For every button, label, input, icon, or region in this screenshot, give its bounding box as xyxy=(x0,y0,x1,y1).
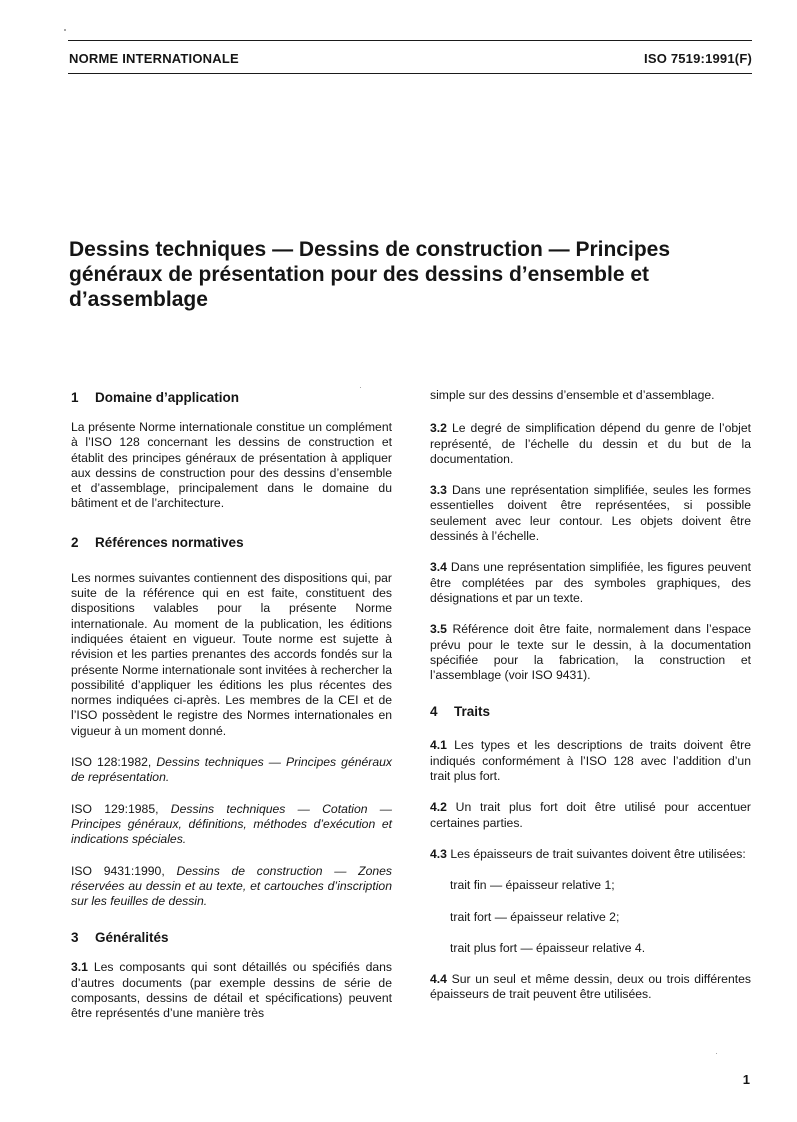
line-thickness-item: trait fin — épaisseur relative 1; xyxy=(450,878,615,893)
section-1-heading xyxy=(71,389,392,406)
section-3-heading xyxy=(71,929,392,946)
section-2-heading xyxy=(71,534,392,551)
clause-number: 3.5 xyxy=(430,622,447,637)
line-thickness-item: trait fort — épaisseur relative 2; xyxy=(450,909,620,924)
reference-code: ISO 129:1985, xyxy=(71,801,159,816)
right-column xyxy=(430,388,751,1019)
section-number: 1 xyxy=(71,390,79,405)
scan-speck xyxy=(360,387,361,388)
document-title: Dessins techniques — Dessins de construction — Principes généraux de présentation pour des dessins d’ensemble et d’assemblage xyxy=(69,238,671,311)
section-4-heading xyxy=(430,703,751,720)
section-title: Généralités xyxy=(95,930,169,946)
page-number: 1 xyxy=(742,1072,750,1087)
section-2-paragraph: Les normes suivantes contiennent des dispositions qui, par suite de la référence qui en est faite, constituent des dispositions valables pour la présente Norme internationale. Au moment de la publication, les éditions indiquées étaient en vigueur. Toute norme est sujette à révision et les parties prenantes des accords fondés sur la présente Norme internationale sont invitées à rechercher la possibilité d’appliquer les éditions les plus récentes des normes indiquées ci-après. Les membres de la CEI et de l’ISO possèdent le registre des Normes internationales en vigueur à un moment donné. xyxy=(71,570,392,738)
clause-text: Le degré de simplification dépend du genre de l’objet représenté, de l’échelle du dessin et du but de la documentation. xyxy=(430,421,751,466)
clause-text: Sur un seul et même dessin, deux ou trois différentes épaisseurs de trait peuvent être utilisées. xyxy=(430,972,751,1002)
clause-text: Un trait plus fort doit être utilisé pour accentuer certaines parties. xyxy=(430,800,751,830)
reference-title: Dessins techniques — Cotation — Principes généraux, définitions, méthodes d’exécution et indications spéciales. xyxy=(71,801,392,847)
normative-reference-iso-128 xyxy=(71,755,392,786)
clause-number: 3.1 xyxy=(71,960,88,975)
header-top-rule xyxy=(68,40,752,41)
reference-title: Dessins techniques — Principes généraux de représentation. xyxy=(71,755,392,785)
line-thickness-item: trait plus fort — épaisseur relative 4. xyxy=(450,940,646,955)
header-standard-number: ISO 7519:1991(F) xyxy=(644,51,752,66)
clause-text: Dans une représentation simplifiée, seules les formes essentielles doivent être représentées, si possible seulement avec leur contour. Les objets doivent être dessinés à l’échelle. xyxy=(430,483,751,544)
section-title: Références normatives xyxy=(95,534,244,550)
clause-4-2-paragraph xyxy=(430,800,751,831)
section-1-paragraph: La présente Norme internationale constitue un complément à l’ISO 128 concernant les dessins de construction et établit des principes généraux de présentation à appliquer aux dessins de construction pour des dessins d’ensemble et d’assemblage, principalement dans le domaine du bâtiment et de l’architecture. xyxy=(71,420,392,511)
clause-number: 4.1 xyxy=(430,738,447,753)
clause-text: Référence doit être faite, normalement dans l’espace prévu pour le texte sur le dessin, à la documentation spécifiée pour la fabrication, la construction et l’assemblage (voir ISO 9431). xyxy=(430,622,751,683)
scan-speck xyxy=(716,1053,717,1054)
clause-4-4-paragraph xyxy=(430,972,751,1003)
clause-4-1-paragraph xyxy=(430,738,751,784)
clause-number: 3.3 xyxy=(430,483,447,498)
clause-3-3-paragraph xyxy=(430,483,751,544)
clause-number: 4.3 xyxy=(430,846,447,861)
header-bottom-rule xyxy=(68,73,752,74)
reference-title: Dessins de construction — Zones réservées au dessin et au texte, et cartouches d’inscription sur les feuilles de dessin. xyxy=(71,863,393,909)
reference-code: ISO 9431:1990, xyxy=(71,863,165,878)
section-number: 2 xyxy=(71,534,79,550)
clause-3-2-paragraph xyxy=(430,421,751,467)
section-number: 4 xyxy=(430,704,438,720)
normative-reference-iso-129 xyxy=(71,802,392,848)
clause-4-3-paragraph xyxy=(430,847,751,862)
scan-speck xyxy=(64,29,66,31)
clause-number: 3.4 xyxy=(430,560,447,575)
section-number: 3 xyxy=(71,930,79,946)
clause-number: 3.2 xyxy=(430,421,447,436)
clause-text: Les types et les descriptions de traits doivent être indiqués conformément à l’ISO 128 avec l’addition d’un trait plus fort. xyxy=(430,738,751,784)
reference-code: ISO 128:1982, xyxy=(71,755,152,770)
section-title: Traits xyxy=(454,704,491,720)
clause-3-1-continuation: simple sur des dessins d’ensemble et d’assemblage. xyxy=(430,388,715,402)
clause-3-5-paragraph xyxy=(430,622,751,683)
clause-3-1-paragraph xyxy=(71,960,392,1021)
header-standard-type: NORME INTERNATIONALE xyxy=(69,51,239,66)
normative-reference-iso-9431 xyxy=(71,864,392,910)
left-column xyxy=(71,389,392,1038)
clause-number: 4.4 xyxy=(430,972,447,987)
clause-text: Les épaisseurs de trait suivantes doivent être utilisées: xyxy=(450,846,746,861)
clause-text: Les composants qui sont détaillés ou spécifiés dans d’autres documents (par exemple dessins de série de composants, dessins de détail et spécifications) peuvent être représentés d’une manière très xyxy=(71,960,393,1021)
clause-text: Dans une représentation simplifiée, les figures peuvent être complétées par des symboles graphiques, des désignations et par un texte. xyxy=(430,560,751,605)
clause-3-4-paragraph xyxy=(430,560,751,606)
section-title: Domaine d’application xyxy=(95,390,240,405)
clause-number: 4.2 xyxy=(430,800,447,815)
